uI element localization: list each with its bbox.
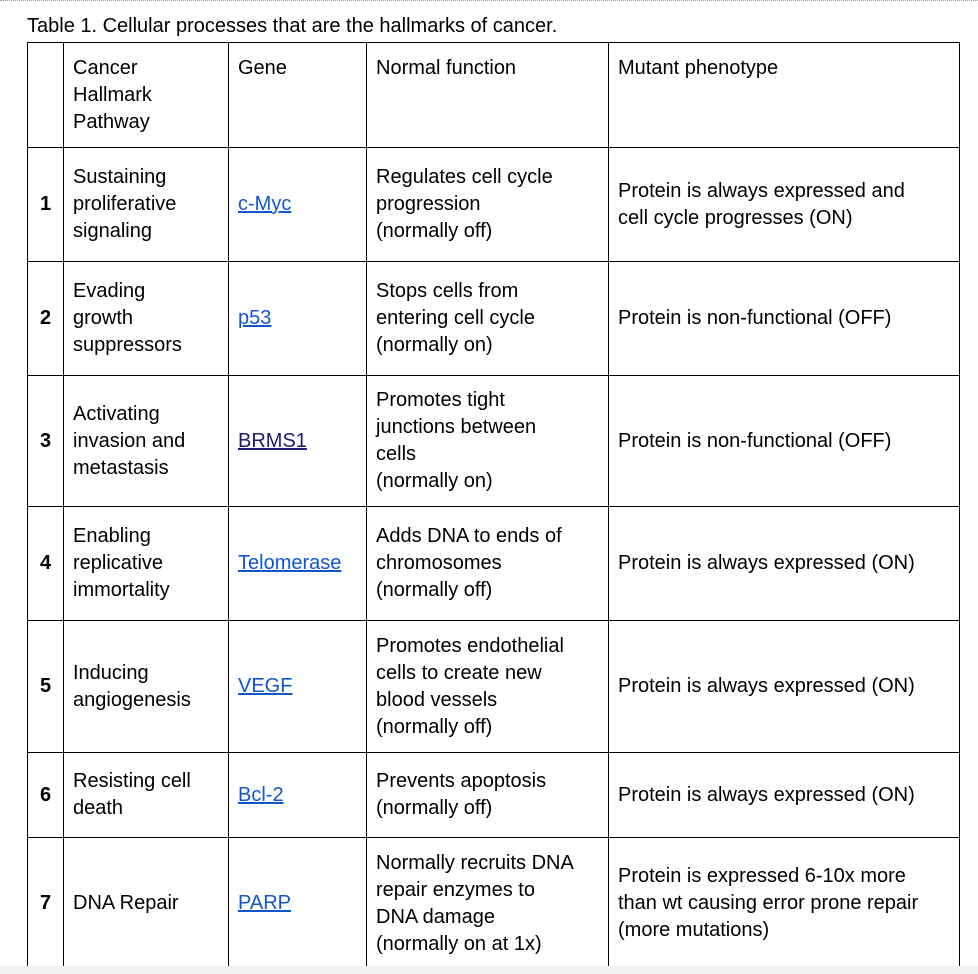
table-row xyxy=(28,507,960,621)
mutant-line: than wt causing error prone repair xyxy=(618,892,919,914)
gene-link-c-myc[interactable]: c-Myc xyxy=(238,193,292,215)
normal-line: Regulates cell cycle xyxy=(376,166,553,188)
mutant-phenotype-cell xyxy=(609,262,960,376)
table-row xyxy=(28,753,960,838)
normal-function-cell xyxy=(367,838,609,970)
row-number: 6 xyxy=(28,753,64,838)
normal-line: cells to create new xyxy=(376,661,542,684)
pathway-cell xyxy=(64,753,229,838)
pathway-line: invasion and xyxy=(73,429,186,452)
header-gene: Gene xyxy=(229,43,367,148)
header-normal-function: Normal function xyxy=(367,43,609,148)
gene-link-parp[interactable]: PARP xyxy=(238,892,291,914)
gene-link-vegf[interactable]: VEGF xyxy=(238,675,293,697)
gene-link-p53[interactable]: p53 xyxy=(238,307,272,329)
gene-cell xyxy=(229,838,367,970)
normal-line: blood vessels xyxy=(376,688,498,711)
normal-line: junctions between xyxy=(376,416,537,438)
table-row xyxy=(28,262,960,376)
pathway-line: proliferative xyxy=(73,193,177,215)
normal-line: (normally off) xyxy=(376,579,493,601)
pathway-cell xyxy=(64,838,229,970)
mutant-phenotype-cell xyxy=(609,621,960,753)
table-row xyxy=(28,838,960,970)
pathway-cell xyxy=(64,376,229,507)
normal-line: entering cell cycle xyxy=(376,307,535,329)
normal-line: Promotes endothelial xyxy=(376,634,564,657)
normal-function-cell xyxy=(367,621,609,753)
header-pathway-line: Cancer xyxy=(73,57,138,79)
pathway-line: Evading xyxy=(73,280,146,302)
normal-line: (normally on at 1x) xyxy=(376,932,542,955)
pathway-cell xyxy=(64,621,229,753)
mutant-line: Protein is always expressed (ON) xyxy=(618,552,915,574)
pathway-line: replicative xyxy=(73,552,164,574)
mutant-line: Protein is non-functional (OFF) xyxy=(618,429,892,452)
header-row xyxy=(28,43,960,148)
header-pathway-line: Pathway xyxy=(73,111,150,133)
header-pathway xyxy=(64,43,229,148)
bottom-scroll-strip xyxy=(0,966,978,974)
normal-line: repair enzymes to xyxy=(376,878,535,901)
gene-cell xyxy=(229,621,367,753)
pathway-line: Activating xyxy=(73,402,160,425)
gene-cell xyxy=(229,148,367,262)
pathway-line: Enabling xyxy=(73,525,151,547)
mutant-line: Protein is always expressed (ON) xyxy=(618,783,915,806)
table-row xyxy=(28,148,960,262)
pathway-line: metastasis xyxy=(73,456,169,479)
mutant-phenotype-cell xyxy=(609,507,960,621)
normal-line: Adds DNA to ends of xyxy=(376,525,562,547)
normal-function-cell xyxy=(367,148,609,262)
pathway-cell xyxy=(64,262,229,376)
normal-line: (normally off) xyxy=(376,715,493,738)
pathway-line: death xyxy=(73,797,124,819)
table-row xyxy=(28,621,960,753)
row-number: 1 xyxy=(28,148,64,262)
normal-line: (normally off) xyxy=(376,797,493,819)
header-mutant-phenotype: Mutant phenotype xyxy=(609,43,960,148)
normal-line: Prevents apoptosis xyxy=(376,770,547,792)
mutant-line: Protein is always expressed and xyxy=(618,179,905,202)
gene-link-bcl-2[interactable]: Bcl-2 xyxy=(238,783,284,806)
normal-line: Normally recruits DNA xyxy=(376,851,574,874)
normal-line: Promotes tight xyxy=(376,389,505,411)
pathway-line: Resisting cell xyxy=(73,770,191,792)
normal-function-cell xyxy=(367,753,609,838)
pathway-line: DNA Repair xyxy=(73,892,179,914)
gene-cell xyxy=(229,507,367,621)
header-pathway-line: Hallmark xyxy=(73,84,152,106)
mutant-line: Protein is always expressed (ON) xyxy=(618,675,915,697)
pathway-line: growth xyxy=(73,307,134,329)
normal-line: Stops cells from xyxy=(376,280,519,302)
normal-line: (normally on) xyxy=(376,334,493,356)
mutant-line: (more mutations) xyxy=(618,919,770,941)
row-number: 4 xyxy=(28,507,64,621)
top-dotted-border xyxy=(0,0,978,1)
gene-link-telomerase[interactable]: Telomerase xyxy=(238,552,342,574)
pathway-line: signaling xyxy=(73,220,152,242)
normal-function-cell xyxy=(367,376,609,507)
gene-link-brms1[interactable]: BRMS1 xyxy=(238,429,307,452)
pathway-line: Inducing xyxy=(73,661,149,684)
table-caption: Table 1. Cellular processes that are the hallmarks of cancer. xyxy=(27,15,558,37)
mutant-phenotype-cell xyxy=(609,838,960,970)
pathway-line: immortality xyxy=(73,579,170,601)
normal-line: progression xyxy=(376,193,481,215)
gene-cell xyxy=(229,753,367,838)
normal-line: DNA damage xyxy=(376,905,495,928)
pathway-cell xyxy=(64,507,229,621)
pathway-line: suppressors xyxy=(73,334,182,356)
header-num xyxy=(28,43,64,148)
row-number: 5 xyxy=(28,621,64,753)
normal-line: (normally on) xyxy=(376,470,493,492)
mutant-line: Protein is non-functional (OFF) xyxy=(618,307,892,329)
normal-function-cell xyxy=(367,262,609,376)
normal-function-cell xyxy=(367,507,609,621)
normal-line: cells xyxy=(376,443,417,465)
mutant-line: cell cycle progresses (ON) xyxy=(618,206,853,229)
row-number: 3 xyxy=(28,376,64,507)
normal-line: chromosomes xyxy=(376,552,502,574)
hallmarks-table xyxy=(27,42,960,970)
gene-cell xyxy=(229,376,367,507)
mutant-phenotype-cell xyxy=(609,753,960,838)
normal-line: (normally off) xyxy=(376,220,493,242)
table-row xyxy=(28,376,960,507)
row-number: 2 xyxy=(28,262,64,376)
pathway-cell xyxy=(64,148,229,262)
gene-cell xyxy=(229,262,367,376)
row-number: 7 xyxy=(28,838,64,970)
mutant-phenotype-cell xyxy=(609,376,960,507)
pathway-line: Sustaining xyxy=(73,166,167,188)
mutant-line: Protein is expressed 6-10x more xyxy=(618,865,906,887)
pathway-line: angiogenesis xyxy=(73,688,191,711)
mutant-phenotype-cell xyxy=(609,148,960,262)
